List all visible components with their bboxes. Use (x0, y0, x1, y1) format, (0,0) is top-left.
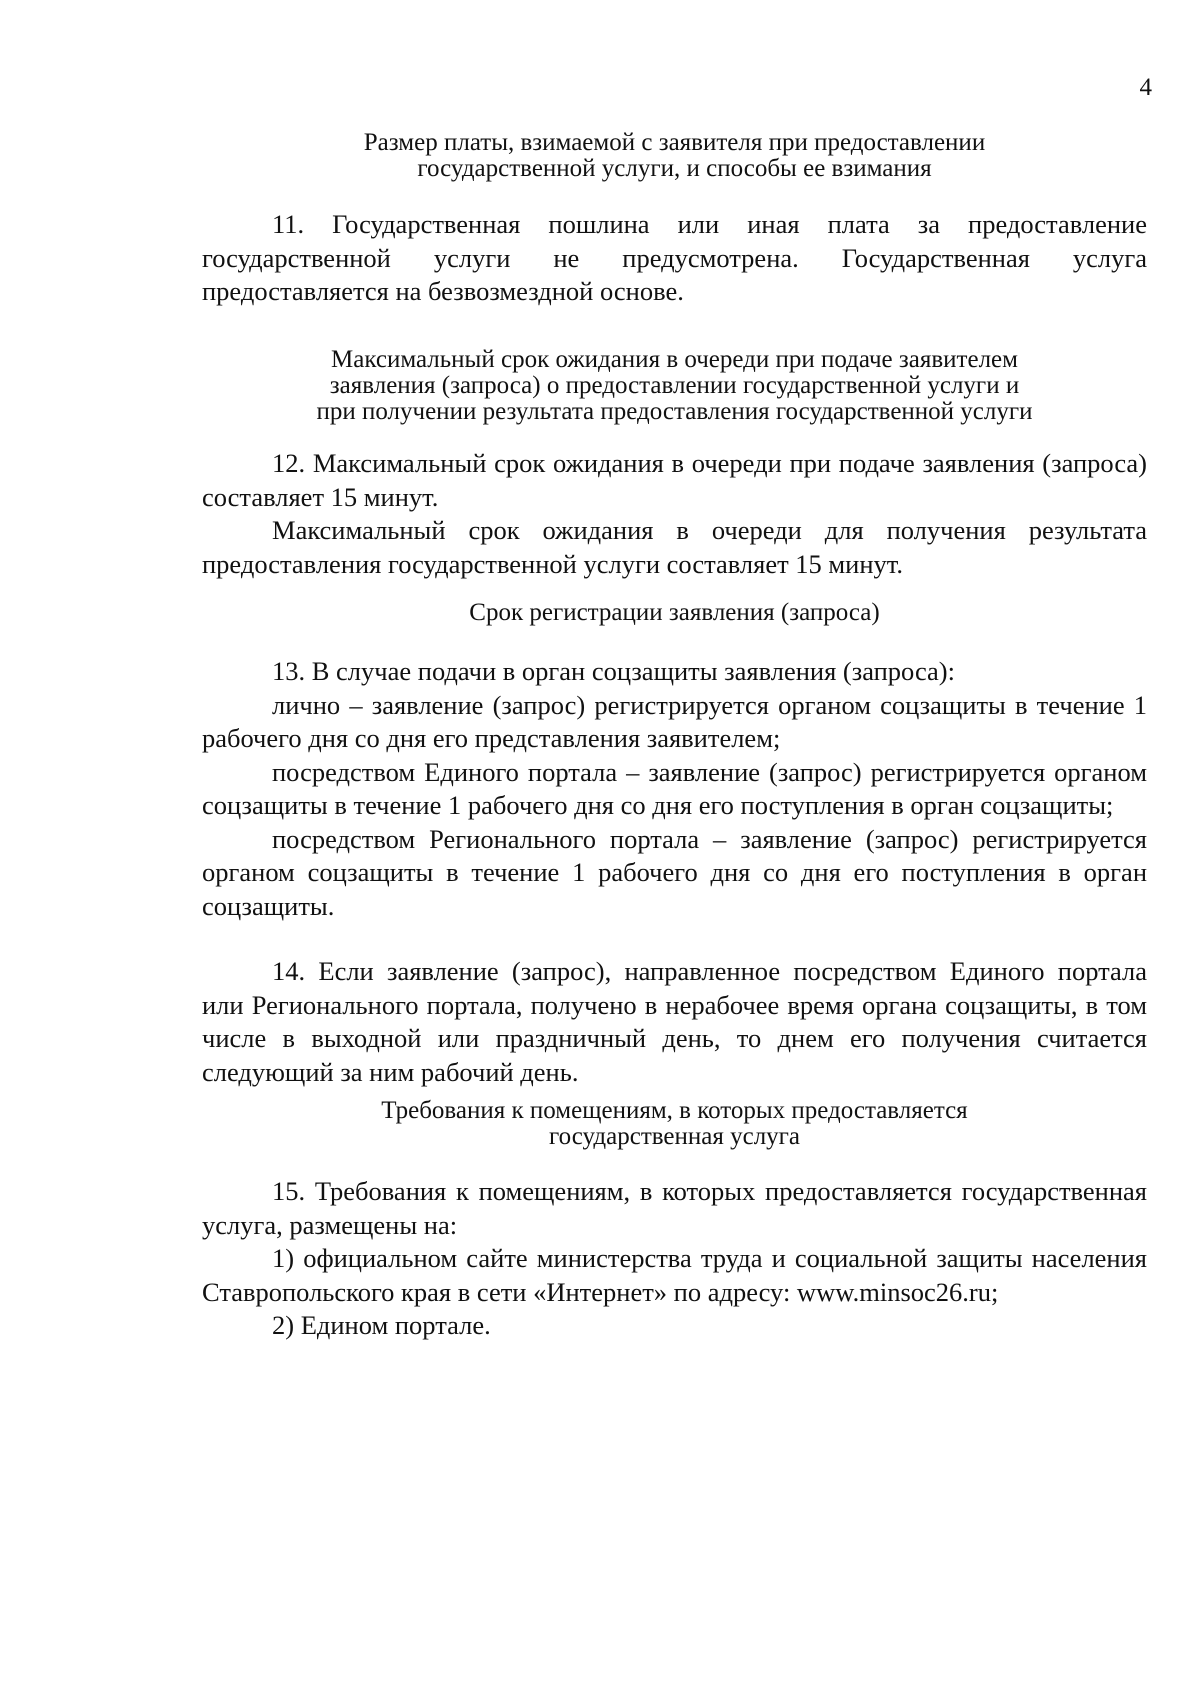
paragraph-group-registration-14 (202, 955, 1147, 1089)
paragraph-13-in-person: лично – заявление (запрос) регистрируется органом соцзащиты в течение 1 рабочего дня со дня его представления заявителем; (202, 689, 1147, 753)
paragraph-12: 12. Максимальный срок ожидания в очереди при подаче заявления (запроса) составляет 15 минут. (202, 448, 1147, 512)
section-heading-fee (202, 130, 1147, 182)
paragraph-15-item-1: 1) официальном сайте министерства труда и социальной защиты населения Ставропольского края в сети «Интернет» по адресу: www.minsoc26.ru; (202, 1243, 1147, 1307)
heading-line: Размер платы, взимаемой с заявителя при предоставлении (363, 129, 986, 156)
heading-line: Требования к помещениям, в которых предоставляется (381, 1097, 968, 1124)
section-heading-registration (202, 600, 1147, 626)
heading-line: заявления (запроса) о предоставлении государственной услуги и (329, 372, 1020, 399)
paragraph-15: 15. Требования к помещениям, в которых предоставляется государственная услуга, размещены на: (202, 1176, 1147, 1240)
paragraph-13-unified-portal: посредством Единого портала – заявление (запрос) регистрируется органом соцзащиты в течение 1 рабочего дня со дня его поступления в орган соцзащиты; (202, 756, 1147, 820)
heading-line: Максимальный срок ожидания в очереди при подаче заявителем (331, 346, 1018, 373)
section-heading-premises (202, 1098, 1147, 1150)
paragraph-group-fee (202, 208, 1147, 309)
paragraph-12-continued: Максимальный срок ожидания в очереди для получения результата предоставления государственной услуги составляет 15 минут. (202, 515, 1147, 579)
section-heading-queue (202, 347, 1147, 425)
paragraph-13: 13. В случае подачи в орган соцзащиты заявления (запроса): (272, 656, 955, 686)
paragraph-group-premises (202, 1175, 1147, 1343)
heading-line: государственной услуги, и способы ее взимания (417, 155, 932, 182)
paragraph-group-queue (202, 447, 1147, 581)
paragraph-15-item-2: 2) Едином портале. (272, 1310, 491, 1340)
heading-line: при получении результата предоставления государственной услуги (316, 398, 1033, 425)
heading-line: Срок регистрации заявления (запроса) (469, 599, 880, 626)
heading-line: государственная услуга (548, 1123, 801, 1150)
paragraph-13-regional-portal: посредством Регионального портала – заявление (запрос) регистрируется органом соцзащиты в течение 1 рабочего дня со дня его поступления в орган соцзащиты. (202, 823, 1147, 921)
paragraph-14: 14. Если заявление (запрос), направленное посредством Единого портала или Регионального портала, получено в нерабочее время органа соцзащиты, в том числе в выходной или праздничный день, то днем его получения считается следующий за ним рабочий день. (202, 956, 1147, 1087)
page-number: 4 (1139, 74, 1152, 101)
paragraph-group-registration (202, 655, 1147, 923)
paragraph-11: 11. Государственная пошлина или иная плата за предоставление государственной услуги не предусмотрена. Государственная услуга предоставляется на безвозмездной основе. (202, 209, 1147, 306)
